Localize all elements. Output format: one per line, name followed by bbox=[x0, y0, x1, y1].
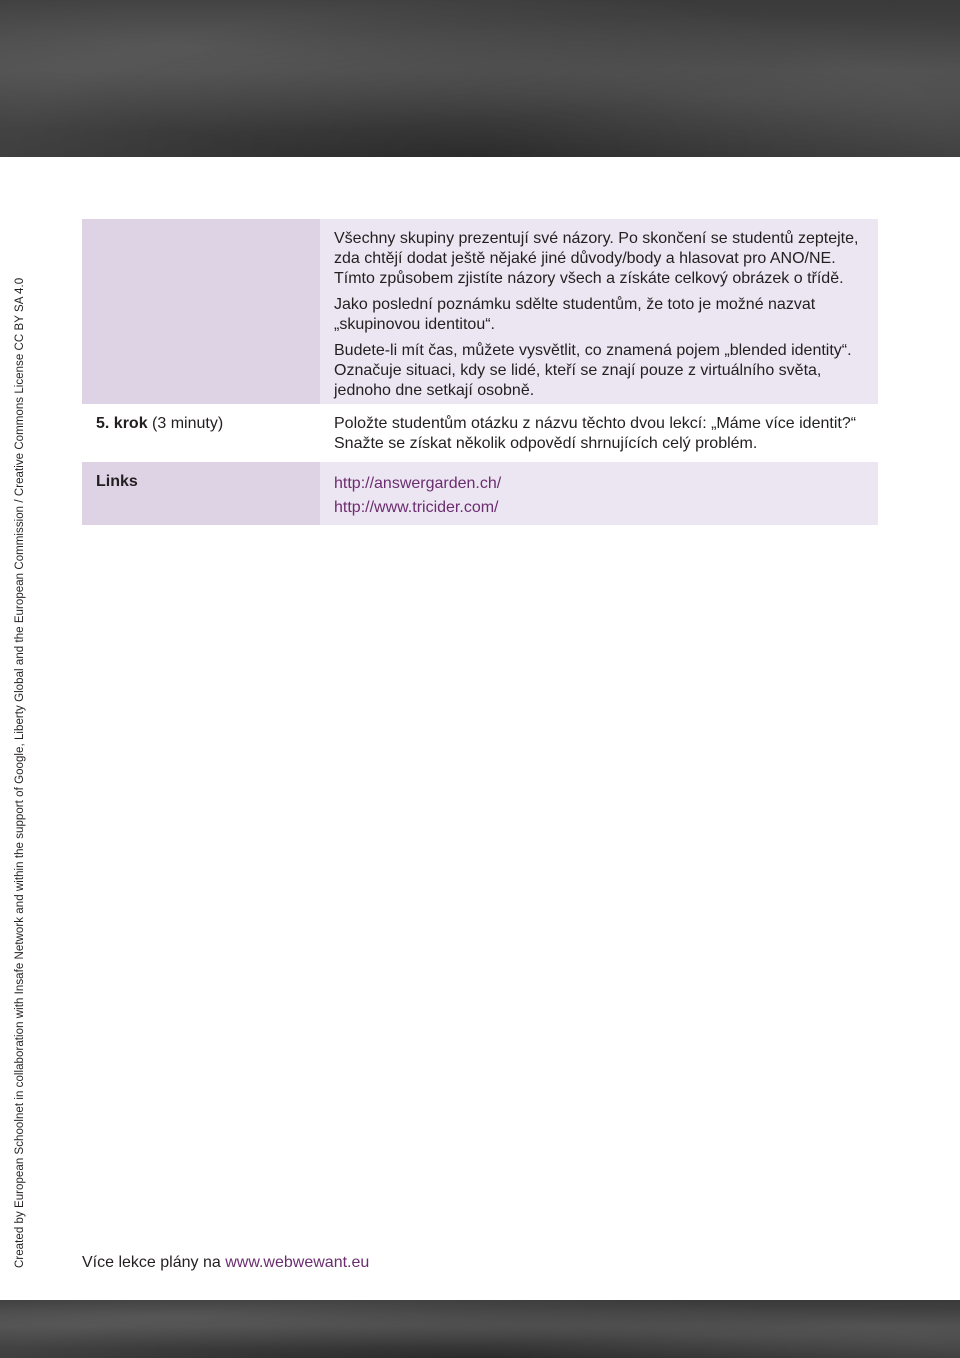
table-row bbox=[82, 462, 878, 525]
footer-website-link[interactable]: www.webwewant.eu bbox=[225, 1254, 370, 1271]
license-credit: Created by European Schoolnet in collaboration with Insafe Network and within the support of Google, Liberty Global and the European Commission / Creative Commons License CC BY SA 4.0 bbox=[14, 277, 26, 1268]
step-5-text: Položte studentům otázku z názvu těchto dvou lekcí: „Máme více identit?“ Snažte se získat několik odpovědí shrnujících celý problém. bbox=[334, 415, 857, 452]
lesson-plan-table bbox=[82, 219, 878, 525]
step-label-cell bbox=[82, 219, 320, 404]
step-description-cell bbox=[320, 404, 878, 462]
step-label-cell bbox=[82, 404, 320, 462]
links-label-cell bbox=[82, 462, 320, 525]
link-answergarden[interactable]: http://answergarden.ch/ bbox=[334, 475, 502, 492]
table-row bbox=[82, 219, 878, 404]
paragraph-blended-identity: Budete-li mít čas, můžete vysvětlit, co znamená pojem „blended identity“. Označuje situaci, kdy se lidé, kteří se znají pouze z virtuálního světa, jednoho dne setkají osobně. bbox=[334, 342, 852, 399]
paragraph-group-identity: Jako poslední poznámku sdělte studentům, že toto je možné nazvat „skupinovou identitou“. bbox=[334, 296, 816, 333]
paragraph-group-presentation: Všechny skupiny prezentují své názory. Po skončení se studentů zeptejte, zda chtějí dodat ještě nějaké jiné důvody/body a hlasovat pro ANO/NE. Tímto způsobem zjistíte názory všech a získáte celkový obrázek o třídě. bbox=[334, 230, 859, 287]
link-tricider[interactable]: http://www.tricider.com/ bbox=[334, 499, 499, 516]
links-label: Links bbox=[96, 473, 138, 490]
step-duration: (3 minuty) bbox=[152, 415, 224, 432]
step-description-cell bbox=[320, 219, 878, 404]
step-number: 5. krok bbox=[96, 415, 148, 432]
links-cell bbox=[320, 462, 878, 525]
footer-text: Více lekce plány na bbox=[82, 1254, 226, 1271]
footer-note bbox=[82, 1254, 369, 1272]
chalkboard-footer-band bbox=[0, 1300, 960, 1358]
chalkboard-header-band bbox=[0, 0, 960, 157]
table-row bbox=[82, 404, 878, 462]
